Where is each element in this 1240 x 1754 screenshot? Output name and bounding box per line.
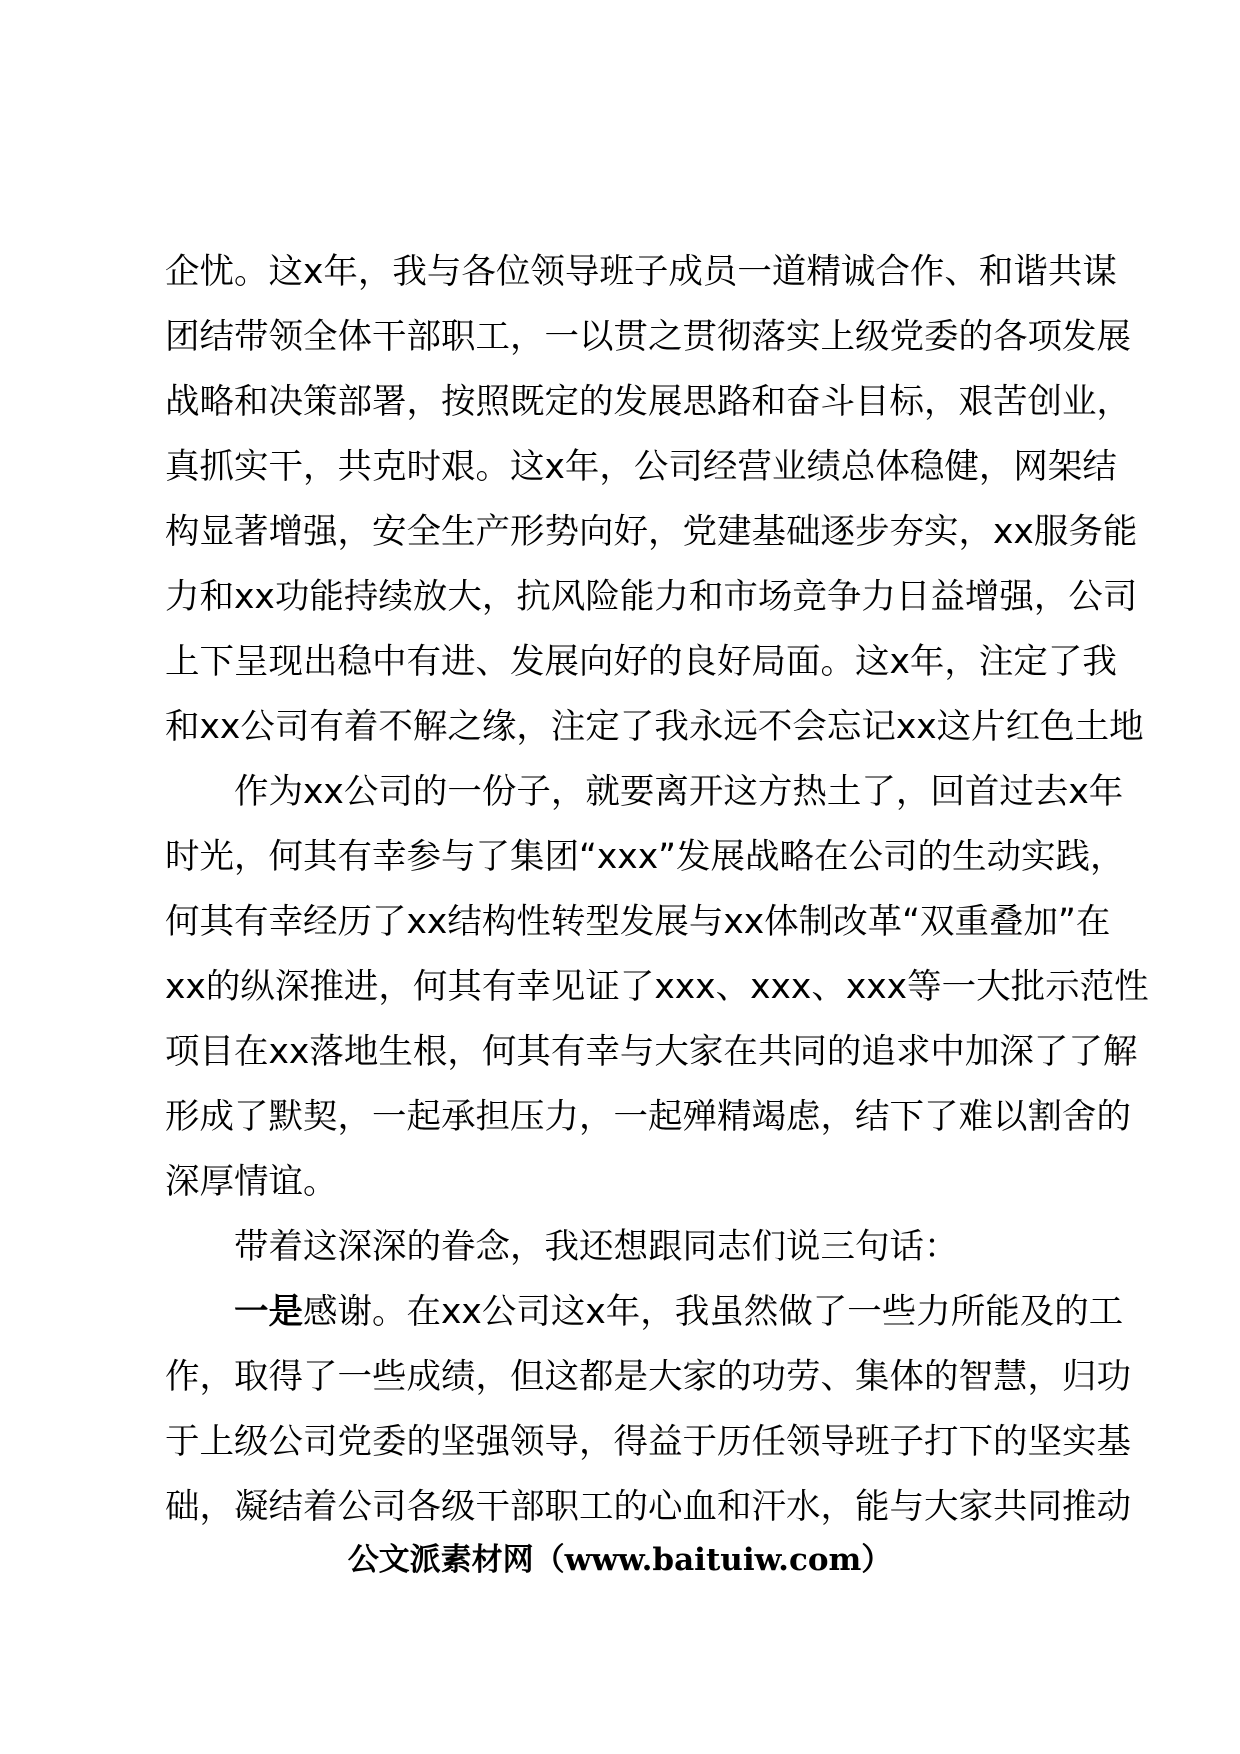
text-line: 时光，何其有幸参与了集团“xxx”发展战略在公司的生动实践， [165,837,1125,877]
text-line: 础，凝结着公司各级干部职工的心血和汗水，能与大家共同推动 [165,1487,1131,1527]
text-line: 企忧。这x年，我与各位领导班子成员一道精诚合作、和谐共谋 [165,252,1117,292]
document-body [165,240,1149,1540]
text-line: 何其有幸经历了xx结构性转型发展与xx体制改革“双重叠加”在 [165,902,1111,942]
text-line: 战略和决策部署，按照既定的发展思路和奋斗目标，艰苦创业， [165,382,1131,422]
text-line: 作，取得了一些成绩，但这都是大家的功劳、集体的智慧，归功 [165,1357,1131,1397]
footer-watermark: 公文派素材网（www.baituiw.com） [347,1542,893,1578]
text-line: 形成了默契，一起承担压力，一起殚精竭虑，结下了难以割舍的 [165,1097,1131,1137]
text-line: 项目在xx落地生根，何其有幸与大家在共同的追求中加深了了解 [165,1032,1138,1072]
text-line: 力和xx功能持续放大，抗风险能力和市场竞争力日益增强，公司 [165,577,1138,617]
text-line: 和xx公司有着不解之缘，注定了我永远不会忘记xx这片红色土地 [165,707,1144,747]
point-text: 感谢。在xx公司这x年，我虽然做了一些力所能及的工 [303,1292,1124,1332]
text-line: 构显著增强，安全生产形势向好，党建基础逐步夯实，xx服务能 [165,512,1138,552]
text-line: 于上级公司党委的坚强领导，得益于历任领导班子打下的坚实基 [165,1422,1131,1462]
text-line: 上下呈现出稳中有进、发展向好的良好局面。这x年，注定了我 [165,642,1117,682]
text-line: 团结带领全体干部职工，一以贯之贯彻落实上级党委的各项发展 [165,317,1131,357]
paragraph-start-line: 作为xx公司的一份子，就要离开这方热土了，回首过去x年 [234,772,1124,812]
text-line: xx的纵深推进，何其有幸见证了xxx、xxx、xxx等一大批示范性 [165,967,1149,1007]
paragraph-start-line [165,1280,1125,1345]
paragraph-start-line: 带着这深深的眷念，我还想跟同志们说三句话： [234,1227,959,1267]
text-line: 真抓实干，共克时艰。这x年，公司经营业绩总体稳健，网架结 [165,447,1117,487]
text-line: 深厚情谊。 [165,1162,338,1202]
point-label: 一是 [234,1292,303,1332]
